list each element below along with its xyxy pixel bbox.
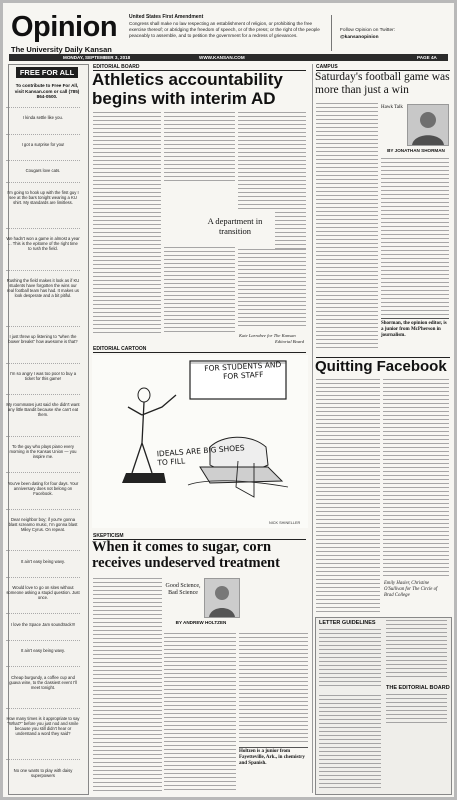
quitting-signature-2: O'Sullivan for The Circle of: [384, 587, 438, 592]
ffa-entry: It ain't easy being wavy.: [6, 550, 80, 563]
dateline-date: MONDAY, SEPTEMBER 3, 2018: [63, 54, 131, 60]
amendment-text: Congress shall make no law respecting an establishment of religion, or prohibiting the free exercise thereof; or abridging the freedom of speech, or of the press; or the right of the people peaceably to assemble, and to petition the government for a redress of grievances.: [129, 21, 320, 38]
masthead-divider: [331, 15, 332, 51]
skepticism-author-bio: Holtzen is a junior from Fayetteville, Ark., in chemistry and Spanish.: [239, 749, 305, 766]
skepticism-byline: BY ANDREW HOLTZEN: [175, 620, 227, 625]
skepticism-col2-text: [164, 633, 236, 792]
editorial-col1-text: [93, 112, 161, 333]
skepticism-headline: When it comes to sugar, corn receives undeserved treatment: [92, 539, 280, 571]
dateline-page: PAGE 4A: [417, 54, 437, 60]
ffa-entry: I love the Space Jam soundtrack!!!: [6, 613, 80, 626]
amendment-title: United States First Amendment: [129, 14, 204, 20]
campus-kicker: CAMPUS: [316, 64, 338, 70]
letter-guidelines-title: LETTER GUIDELINES: [319, 620, 376, 626]
ffa-entry: How many times is it appropriate to say "What?" before you just nod and smile because you still didn't hear or understand a word they said?: [6, 708, 80, 736]
ffa-entry: I just threw up listening to "when the bower breaks" how awesome is that?: [6, 326, 80, 344]
skepticism-bio-rule: [239, 747, 308, 748]
ffa-entry: It ain't easy being wavy.: [6, 640, 80, 653]
skepticism-col3-text: [239, 633, 308, 745]
editorial-col3-c: [238, 249, 306, 329]
ffa-entry: I'm so angry I was too poor to buy a ticket for this game!: [6, 363, 80, 381]
right-column-divider: [312, 64, 313, 793]
skepticism-col1-text: [93, 578, 162, 792]
follow-twitter-label: Follow Opinion on Twitter:: [340, 28, 396, 33]
cartoon-kicker-rule: [93, 352, 306, 353]
masthead-subtitle: The University Daily Kansan: [11, 45, 112, 54]
ffa-entry: Rushing the field makes it look as if KU students have forgotten the wins our real football team has had. It makes us look desperate and a bit pitiful.: [6, 270, 80, 298]
ffa-entry: Cheap burgundy, a coffee cup and guava wine, to the classiest event I'll meet tonight.: [6, 666, 80, 689]
staff-contact-list: [319, 695, 381, 789]
ffa-intro: To contribute to Free For All, visit Kansan.com or call (785) 864-0500.: [14, 83, 80, 100]
campus-columnist: Hawk Talk: [381, 105, 403, 110]
author-photo-avatar: [205, 579, 239, 617]
ffa-entry: Cougars love cats.: [6, 160, 80, 173]
editorial-signature-2: Editorial Board: [275, 339, 305, 344]
editorial-signature-1: Kate Larrabee for The Kansan: [239, 333, 296, 338]
campus-col2-text: [381, 158, 449, 316]
ffa-entry: My roommates just said she didn't want any little Bandit because she can't eat them.: [6, 394, 80, 417]
campus-byline: BY JONATHAN SHORMAN: [387, 148, 445, 153]
cartoon-kicker: EDITORIAL CARTOON: [93, 346, 147, 352]
dateline-site[interactable]: WWW.KANSAN.COM: [199, 54, 245, 60]
skepticism-author-photo: [204, 578, 240, 618]
campus-bio-rule: [381, 318, 449, 319]
ffa-entry: Dear neighbor boy; if you're gonna blast screamo music, I'm gonna blast Miley Cyrus. On repeat.: [6, 509, 80, 532]
ffa-entry: We hadn't won a game in almost a year ... This is the epitome of the right time to rush the field.: [6, 228, 80, 251]
ffa-heading: FREE FOR ALL: [19, 68, 75, 77]
editorial-col2-b: [164, 247, 235, 333]
ffa-entry: Would love to go on sites without someone asking a stupid question. Just once.: [6, 577, 80, 600]
editorial-board-text: [386, 694, 447, 724]
cartoon-artist: NICK SHINELLER: [269, 521, 301, 525]
editorial-col2-a: [164, 112, 235, 183]
masthead-title: Opinion: [11, 11, 118, 43]
cartoon-caption-bottom: IDEALS ARE BIG SHOES TO FILL: [156, 443, 245, 468]
campus-col1-text: [316, 103, 378, 351]
ffa-entry: You've been dating for four days. Your anniversary does not belong on Facebook.: [6, 472, 80, 495]
ffa-entry: I got a surprise for you!: [6, 134, 80, 147]
ffa-entry: To the guy who plays piano every morning in the Kansas Union — you inspire me.: [6, 436, 80, 459]
editorial-board-title: THE EDITORIAL BOARD: [386, 685, 450, 691]
editorial-col3-a: [238, 112, 306, 212]
letter-guidelines-text: [319, 629, 381, 689]
ffa-entry: I kinda settle like you.: [6, 107, 80, 120]
quitting-headline: Quitting Facebook: [315, 358, 447, 375]
campus-headline: Saturday's football game was more than just a win: [315, 71, 450, 96]
cartoon-caption-top: FOR STUDENTS AND FOR STAFF: [204, 359, 282, 382]
ffa-entry: No one wants to play with daisy superpowers: [6, 759, 80, 777]
quitting-col1-text: [316, 379, 380, 614]
editorial-headline: Athletics accountability begins with interim AD: [92, 70, 283, 108]
quitting-col2-text: [383, 379, 449, 577]
skepticism-column-name: Good Science, Bad Science: [165, 583, 201, 596]
editorial-kicker: EDITORIAL BOARD: [93, 64, 140, 70]
campus-author-avatar: [408, 105, 448, 145]
letter-guidelines-right-text: [386, 620, 447, 680]
campus-author-bio: Shorman, the opinion editor, is a junior from McPherson in journalism.: [381, 321, 447, 338]
editorial-pullquote: A department in transition: [207, 216, 263, 236]
quitting-signature-1: Emily Hasler, Christine: [384, 581, 430, 586]
editorial-col3-b: [275, 212, 306, 249]
skepticism-kicker: SKEPTICISM: [93, 533, 124, 539]
campus-author-photo: [407, 104, 449, 146]
quitting-signature-3: Brad College: [384, 593, 410, 598]
ffa-entry: I'm going to hook up with the first guy I see at the bars tonight wearing a KU shirt. My standards are limitless.: [6, 182, 80, 205]
newspaper-page: [3, 3, 454, 797]
follow-twitter-handle[interactable]: @kansanopinion: [340, 35, 379, 40]
